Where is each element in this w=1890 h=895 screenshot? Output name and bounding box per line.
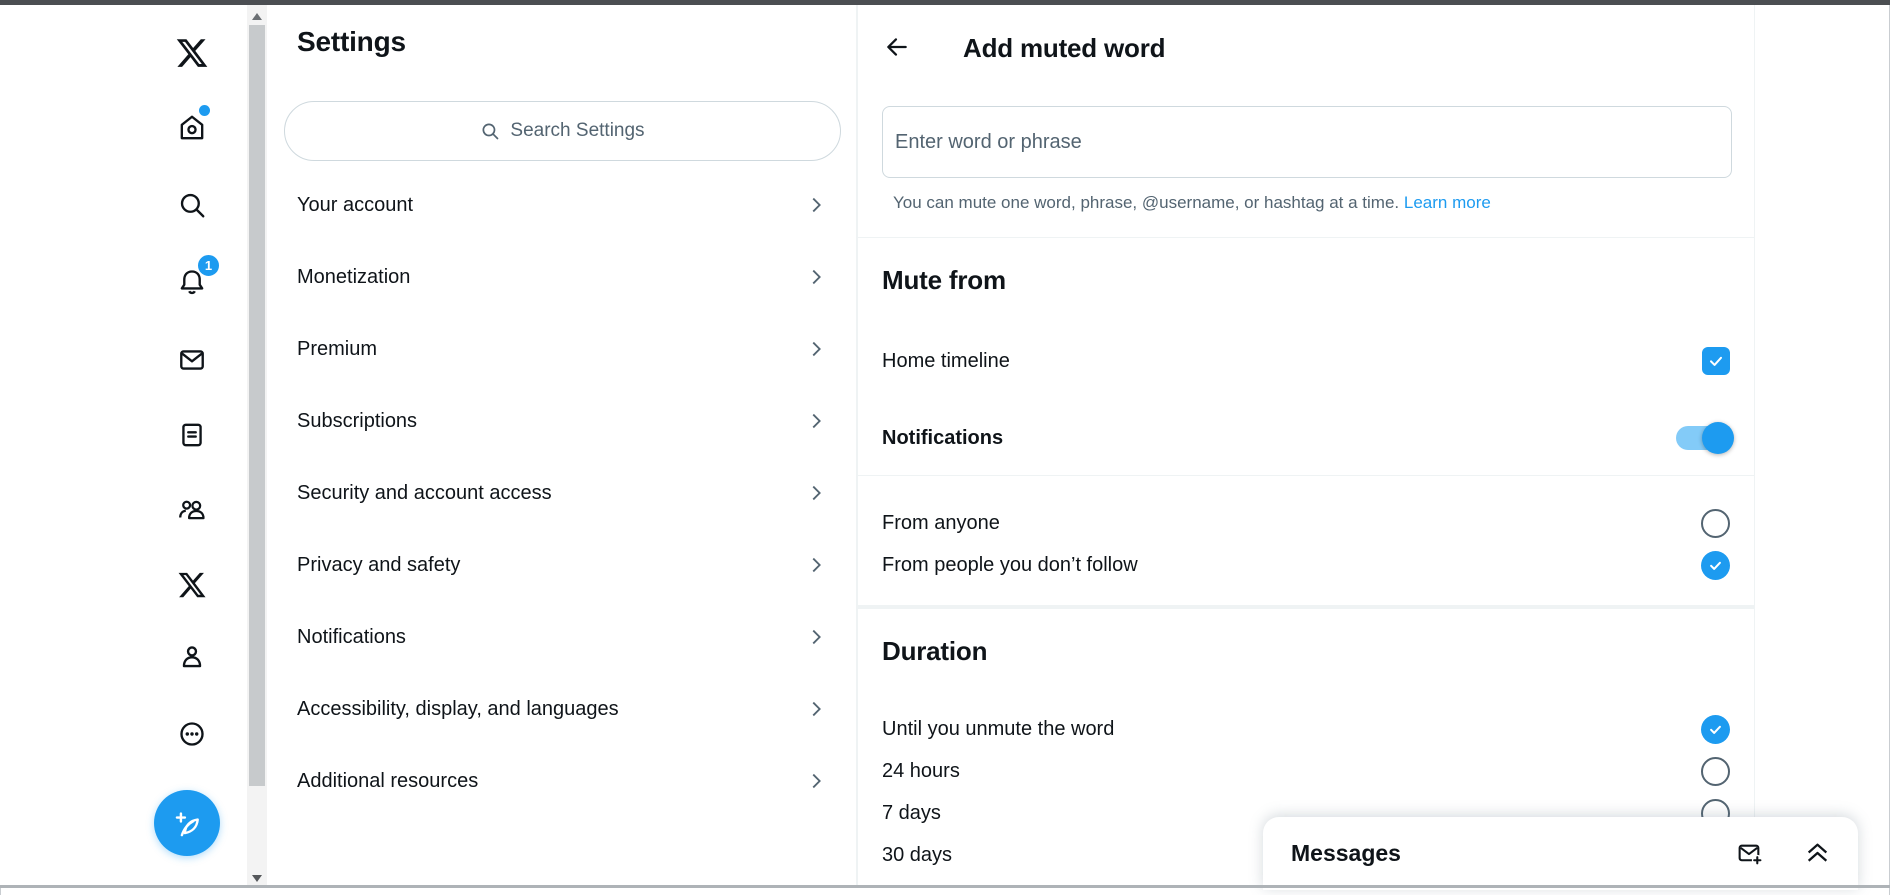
chevron-right-icon xyxy=(805,482,827,504)
settings-item-additional-resources[interactable]: Additional resources xyxy=(267,745,856,817)
settings-item-premium[interactable]: Premium xyxy=(267,313,856,385)
duration-heading: Duration xyxy=(882,636,988,666)
settings-item-monetization[interactable]: Monetization xyxy=(267,241,856,313)
chevron-right-icon xyxy=(805,698,827,720)
chevron-right-icon xyxy=(805,626,827,648)
back-button[interactable] xyxy=(877,27,917,67)
mute-from-heading: Mute from xyxy=(882,265,1006,295)
home-timeline-checkbox[interactable] xyxy=(1702,347,1730,375)
new-message-button[interactable] xyxy=(1730,835,1768,873)
settings-item-security[interactable]: Security and account access xyxy=(267,457,856,529)
sidebar-item-explore[interactable] xyxy=(172,185,212,225)
scrollbar-down-arrow[interactable] xyxy=(247,871,267,885)
divider xyxy=(858,237,1754,238)
more-icon xyxy=(177,719,207,749)
from-people-row: From people you don’t follow xyxy=(858,544,1754,586)
settings-menu xyxy=(267,169,856,817)
helper-text: You can mute one word, phrase, @username, or hashtag at a time. Learn more xyxy=(893,193,1491,212)
check-icon xyxy=(1706,720,1725,739)
settings-item-notifications[interactable]: Notifications xyxy=(267,601,856,673)
chevrons-up-icon xyxy=(1804,840,1831,867)
sidebar-item-messages[interactable] xyxy=(172,340,212,380)
chevron-right-icon xyxy=(805,266,827,288)
sidebar-nav xyxy=(0,5,247,885)
new-message-icon xyxy=(1736,840,1763,867)
sidebar-item-communities[interactable] xyxy=(172,490,212,530)
duration-option-row: Until you unmute the word xyxy=(858,708,1754,750)
back-arrow-icon xyxy=(884,34,910,60)
settings-search-input[interactable] xyxy=(284,101,841,161)
chevron-right-icon xyxy=(805,410,827,432)
learn-more-link[interactable]: Learn more xyxy=(1403,193,1491,212)
messages-drawer-actions xyxy=(1730,835,1836,873)
lists-icon xyxy=(177,420,207,450)
chevron-right-icon xyxy=(805,770,827,792)
x-premium-icon xyxy=(177,570,207,600)
scrollbar-up-arrow[interactable] xyxy=(247,9,267,23)
messages-drawer-title: Messages xyxy=(1291,840,1401,866)
chevron-right-icon xyxy=(805,554,827,576)
envelope-icon xyxy=(177,345,207,375)
profile-icon xyxy=(177,642,207,672)
section-divider xyxy=(858,605,1754,609)
muted-word-input[interactable] xyxy=(882,106,1732,178)
settings-item-subscriptions[interactable]: Subscriptions xyxy=(267,385,856,457)
settings-title: Settings xyxy=(297,26,406,57)
page-title: Add muted word xyxy=(963,33,1166,63)
home-timeline-row: Home timeline xyxy=(858,339,1754,383)
messages-drawer[interactable] xyxy=(1263,817,1858,890)
window-bottom-edge xyxy=(0,885,1890,888)
home-icon xyxy=(177,113,207,143)
add-muted-word-panel xyxy=(857,5,1755,885)
sidebar-item-profile[interactable] xyxy=(172,637,212,677)
duration-option-row: 7 days xyxy=(858,792,1754,834)
notifications-badge: 1 xyxy=(197,254,220,277)
sidebar-item-premium[interactable] xyxy=(172,565,212,605)
check-icon xyxy=(1706,556,1725,575)
sidebar-item-more[interactable] xyxy=(172,714,212,754)
settings-item-accessibility[interactable]: Accessibility, display, and languages xyxy=(267,673,856,745)
search-icon xyxy=(177,190,207,220)
window-top-edge xyxy=(0,0,1890,5)
compose-post-button[interactable] xyxy=(154,790,220,856)
duration-until-unmute-radio-selected[interactable] xyxy=(1701,715,1730,744)
notifications-row: Notifications xyxy=(858,416,1754,460)
settings-item-privacy-safety[interactable]: Privacy and safety xyxy=(267,529,856,601)
check-icon xyxy=(1706,351,1726,371)
from-anyone-radio[interactable] xyxy=(1701,509,1730,538)
home-dot-badge xyxy=(199,105,210,116)
panel-header xyxy=(858,5,1754,89)
duration-option-row: 24 hours xyxy=(858,750,1754,792)
compose-feather-icon xyxy=(170,806,204,840)
sidebar-item-notifications[interactable] xyxy=(172,258,213,302)
divider xyxy=(858,475,1754,476)
x-logo-icon xyxy=(175,36,209,70)
chevron-right-icon xyxy=(805,338,827,360)
x-logo[interactable] xyxy=(172,33,212,73)
from-people-radio-selected[interactable] xyxy=(1701,551,1730,580)
notifications-toggle[interactable] xyxy=(1676,426,1730,450)
scrollbar xyxy=(247,5,267,885)
sidebar-item-home[interactable] xyxy=(172,108,212,148)
sidebar-item-lists[interactable] xyxy=(172,415,212,455)
from-anyone-row: From anyone xyxy=(858,502,1754,544)
expand-drawer-button[interactable] xyxy=(1798,835,1836,873)
settings-column xyxy=(267,5,857,885)
duration-24-hours-radio[interactable] xyxy=(1701,757,1730,786)
communities-icon xyxy=(177,495,207,525)
toggle-knob xyxy=(1702,422,1734,454)
scrollbar-thumb[interactable] xyxy=(249,25,265,786)
chevron-right-icon xyxy=(805,194,827,216)
duration-option-row: 30 days xyxy=(858,834,1754,876)
search-icon xyxy=(480,121,500,141)
settings-item-your-account[interactable]: Your account xyxy=(267,169,856,241)
settings-search-placeholder: Search Settings xyxy=(510,120,645,141)
